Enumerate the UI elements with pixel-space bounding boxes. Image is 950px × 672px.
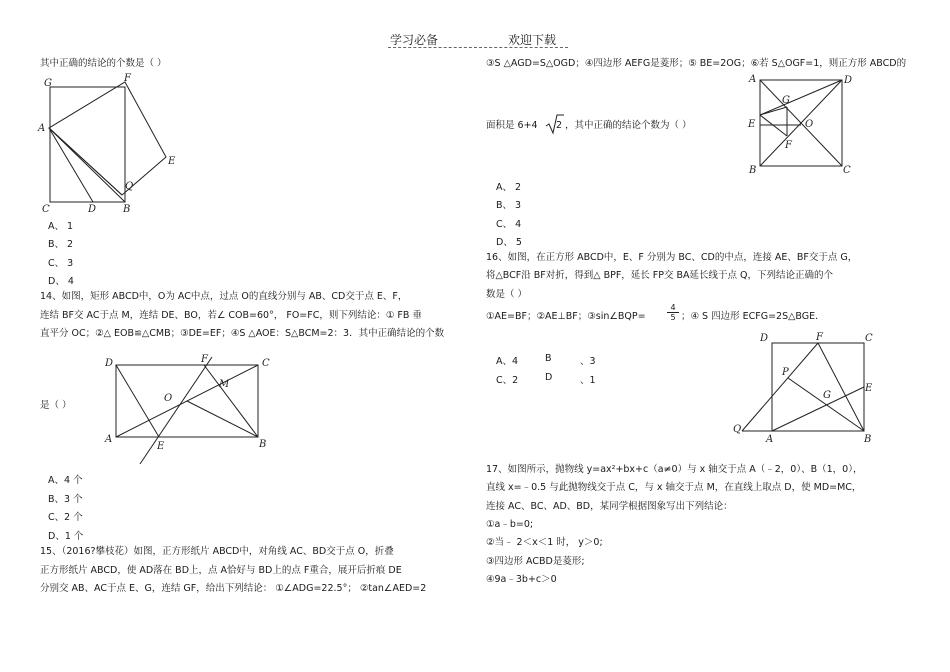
fig16-label-a: A [766, 434, 774, 445]
fig16-label-p: P [782, 367, 789, 378]
figure-13 [36, 72, 176, 217]
q15-line-4: ③S △AGD=S△OGD；④四边形 AEFG是菱形；⑤ BE=2OG；⑥若 S△OGF=1，则正方形 ABCD的 [486, 58, 907, 69]
header-left: 学习必备 [390, 33, 439, 47]
q17-conclusion-1: ①a﹣b=0; [486, 519, 534, 530]
q16-conclusions-suffix: ；④ S 四边形 ECFG=2S△BGE． [681, 311, 825, 322]
fig15-label-f: F [785, 140, 792, 151]
q16-option-c: C、2 [496, 375, 519, 386]
q14-option-c: C、2 个 [48, 512, 83, 523]
fig15-label-b: B [749, 165, 757, 176]
q13-tail: 其中正确的结论的个数是（ ） [40, 58, 167, 69]
q17-conclusion-2: ②当﹣ 2＜x＜1 时， y＞0; [486, 537, 603, 548]
fig16-label-g: G [823, 390, 831, 401]
q16-option-a: A、4 [496, 356, 519, 367]
figure-15 [744, 70, 859, 178]
fig14-label-b: B [259, 439, 267, 450]
q14-option-b: B、3 个 [48, 494, 83, 505]
q14-line-1: 14、如图，矩形 ABCD中，O为 AC中点，过点 O的直线分别与 AB、CD交于点 E、F， [40, 291, 408, 302]
q16-option-b-letter: B [545, 353, 552, 364]
fig16-label-q: Q [733, 424, 742, 435]
q15-option-d: D、 5 [496, 237, 522, 248]
q16-line-2: 将△BCF沿 BF对折，得到△ BPF，延长 FP交 BA延长线于点 Q，下列结论正确的个 [486, 270, 834, 281]
q17-conclusion-3: ③四边形 ACBD是菱形; [486, 556, 585, 567]
q17-line-3: 连接 AC、BC、AD、BD，某同学根据图象写出下列结论： [486, 501, 733, 512]
fig15-label-d: D [844, 75, 853, 86]
fig13-label-b: B [123, 204, 131, 215]
q16-option-d-value: 、1 [580, 375, 596, 386]
fraction-denominator: 5 [667, 312, 679, 322]
q17-conclusion-4: ④9a﹣3b+c＞0 [486, 574, 557, 585]
q14-line-2: 连结 BF交 AC于点 M，连结 DE、BO，若∠ COB=60°， FO=FC，则下列结论：① FB 垂 [40, 310, 422, 321]
fig14-label-d: D [105, 358, 114, 369]
fig14-label-c: C [262, 358, 270, 369]
fraction [667, 303, 679, 322]
fig15-label-o: O [805, 119, 814, 130]
q16-line-3: 数是（ ） [486, 289, 528, 300]
sqrt-value: 2 [556, 120, 563, 131]
fig13-label-g: G [44, 78, 52, 89]
header-right: 欢迎下载 [508, 33, 557, 47]
fig16-label-b: B [864, 434, 872, 445]
q14-line-3: 直平分 OC；②△ EOB≌△CMB；③DE=EF；④S △AOE：S△BCM=2：3．其中正确结论的个数 [40, 328, 445, 339]
fig16-label-e: E [865, 383, 873, 394]
fig16-label-c: C [865, 333, 873, 344]
q16-conclusions-prefix: ①AE=BF；②AE⊥BF；③sin∠BQP= [486, 311, 646, 322]
q16-option-b-value: 、3 [580, 356, 596, 367]
q15-line-1: 15、（2016?攀枝花）如图，正方形纸片 ABCD中，对角线 AC、BD交于点 O，折叠 [40, 546, 394, 557]
q14-tail: 是（ ） [40, 400, 72, 411]
q14-option-d: D、1 个 [48, 531, 84, 542]
fig16-label-d: D [760, 333, 769, 344]
figure-14 [100, 352, 270, 467]
q15-area-suffix: ，其中正确的结论个数为（ ） [565, 120, 692, 131]
fig13-label-d: D [88, 204, 97, 215]
fig13-label-q: Q [125, 181, 134, 192]
fig13-label-a: A [38, 123, 46, 134]
fig14-label-o: O [164, 393, 173, 404]
fraction-numerator: 4 [670, 303, 676, 312]
fig16-label-f: F [816, 332, 823, 343]
q15-option-b: B、 3 [496, 200, 522, 211]
fig15-label-g: G [782, 95, 790, 106]
q16-line-1: 16、如图，在正方形 ABCD中，E、F 分别为 BC、CD的中点，连接 AE、BF交于点 G， [486, 252, 858, 263]
fig13-label-c: C [42, 204, 50, 215]
fig14-label-m: M [219, 379, 230, 390]
q15-area-prefix: 面积是 6+4 [486, 120, 538, 131]
q15-line-2: 正方形纸片 ABCD，使 AD落在 BD上，点 A恰好与 BD上的点 F重合，展开后折痕 DE [40, 565, 402, 576]
fig14-label-a: A [105, 434, 113, 445]
q14-option-a: A、4 个 [48, 475, 83, 486]
q16-option-d-letter: D [545, 372, 553, 383]
header-divider [388, 47, 568, 48]
fig13-label-e: E [168, 156, 176, 167]
fig15-label-c: C [843, 165, 851, 176]
q17-line-1: 17、如图所示，抛物线 y=ax²+bx+c（a≠0）与 x 轴交于点 A（﹣2，0）、B（1，0）， [486, 464, 863, 475]
fig14-label-e: E [157, 441, 165, 452]
q17-line-2: 直线 x=﹣0.5 与此抛物线交于点 C，与 x 轴交于点 M，在直线上取点 D，使 MD=MC， [486, 482, 862, 493]
q15-option-a: A、 2 [496, 182, 522, 193]
q13-option-c: C、 3 [48, 258, 74, 269]
q15-option-c: C、 4 [496, 219, 522, 230]
q13-option-b: B、 2 [48, 239, 74, 250]
fig15-label-a: A [749, 74, 757, 85]
fig13-label-f: F [124, 73, 131, 84]
q15-line-3: 分别交 AB、AC于点 E、G，连结 GF，给出下列结论： ①∠ADG=22.5°； ②tan∠AED=2 [40, 583, 427, 594]
fig15-label-e: E [748, 119, 756, 130]
fig14-label-f: F [201, 354, 208, 365]
q13-option-d: D、 4 [48, 276, 74, 287]
q13-option-a: A、 1 [48, 221, 74, 232]
figure-16 [730, 330, 880, 445]
